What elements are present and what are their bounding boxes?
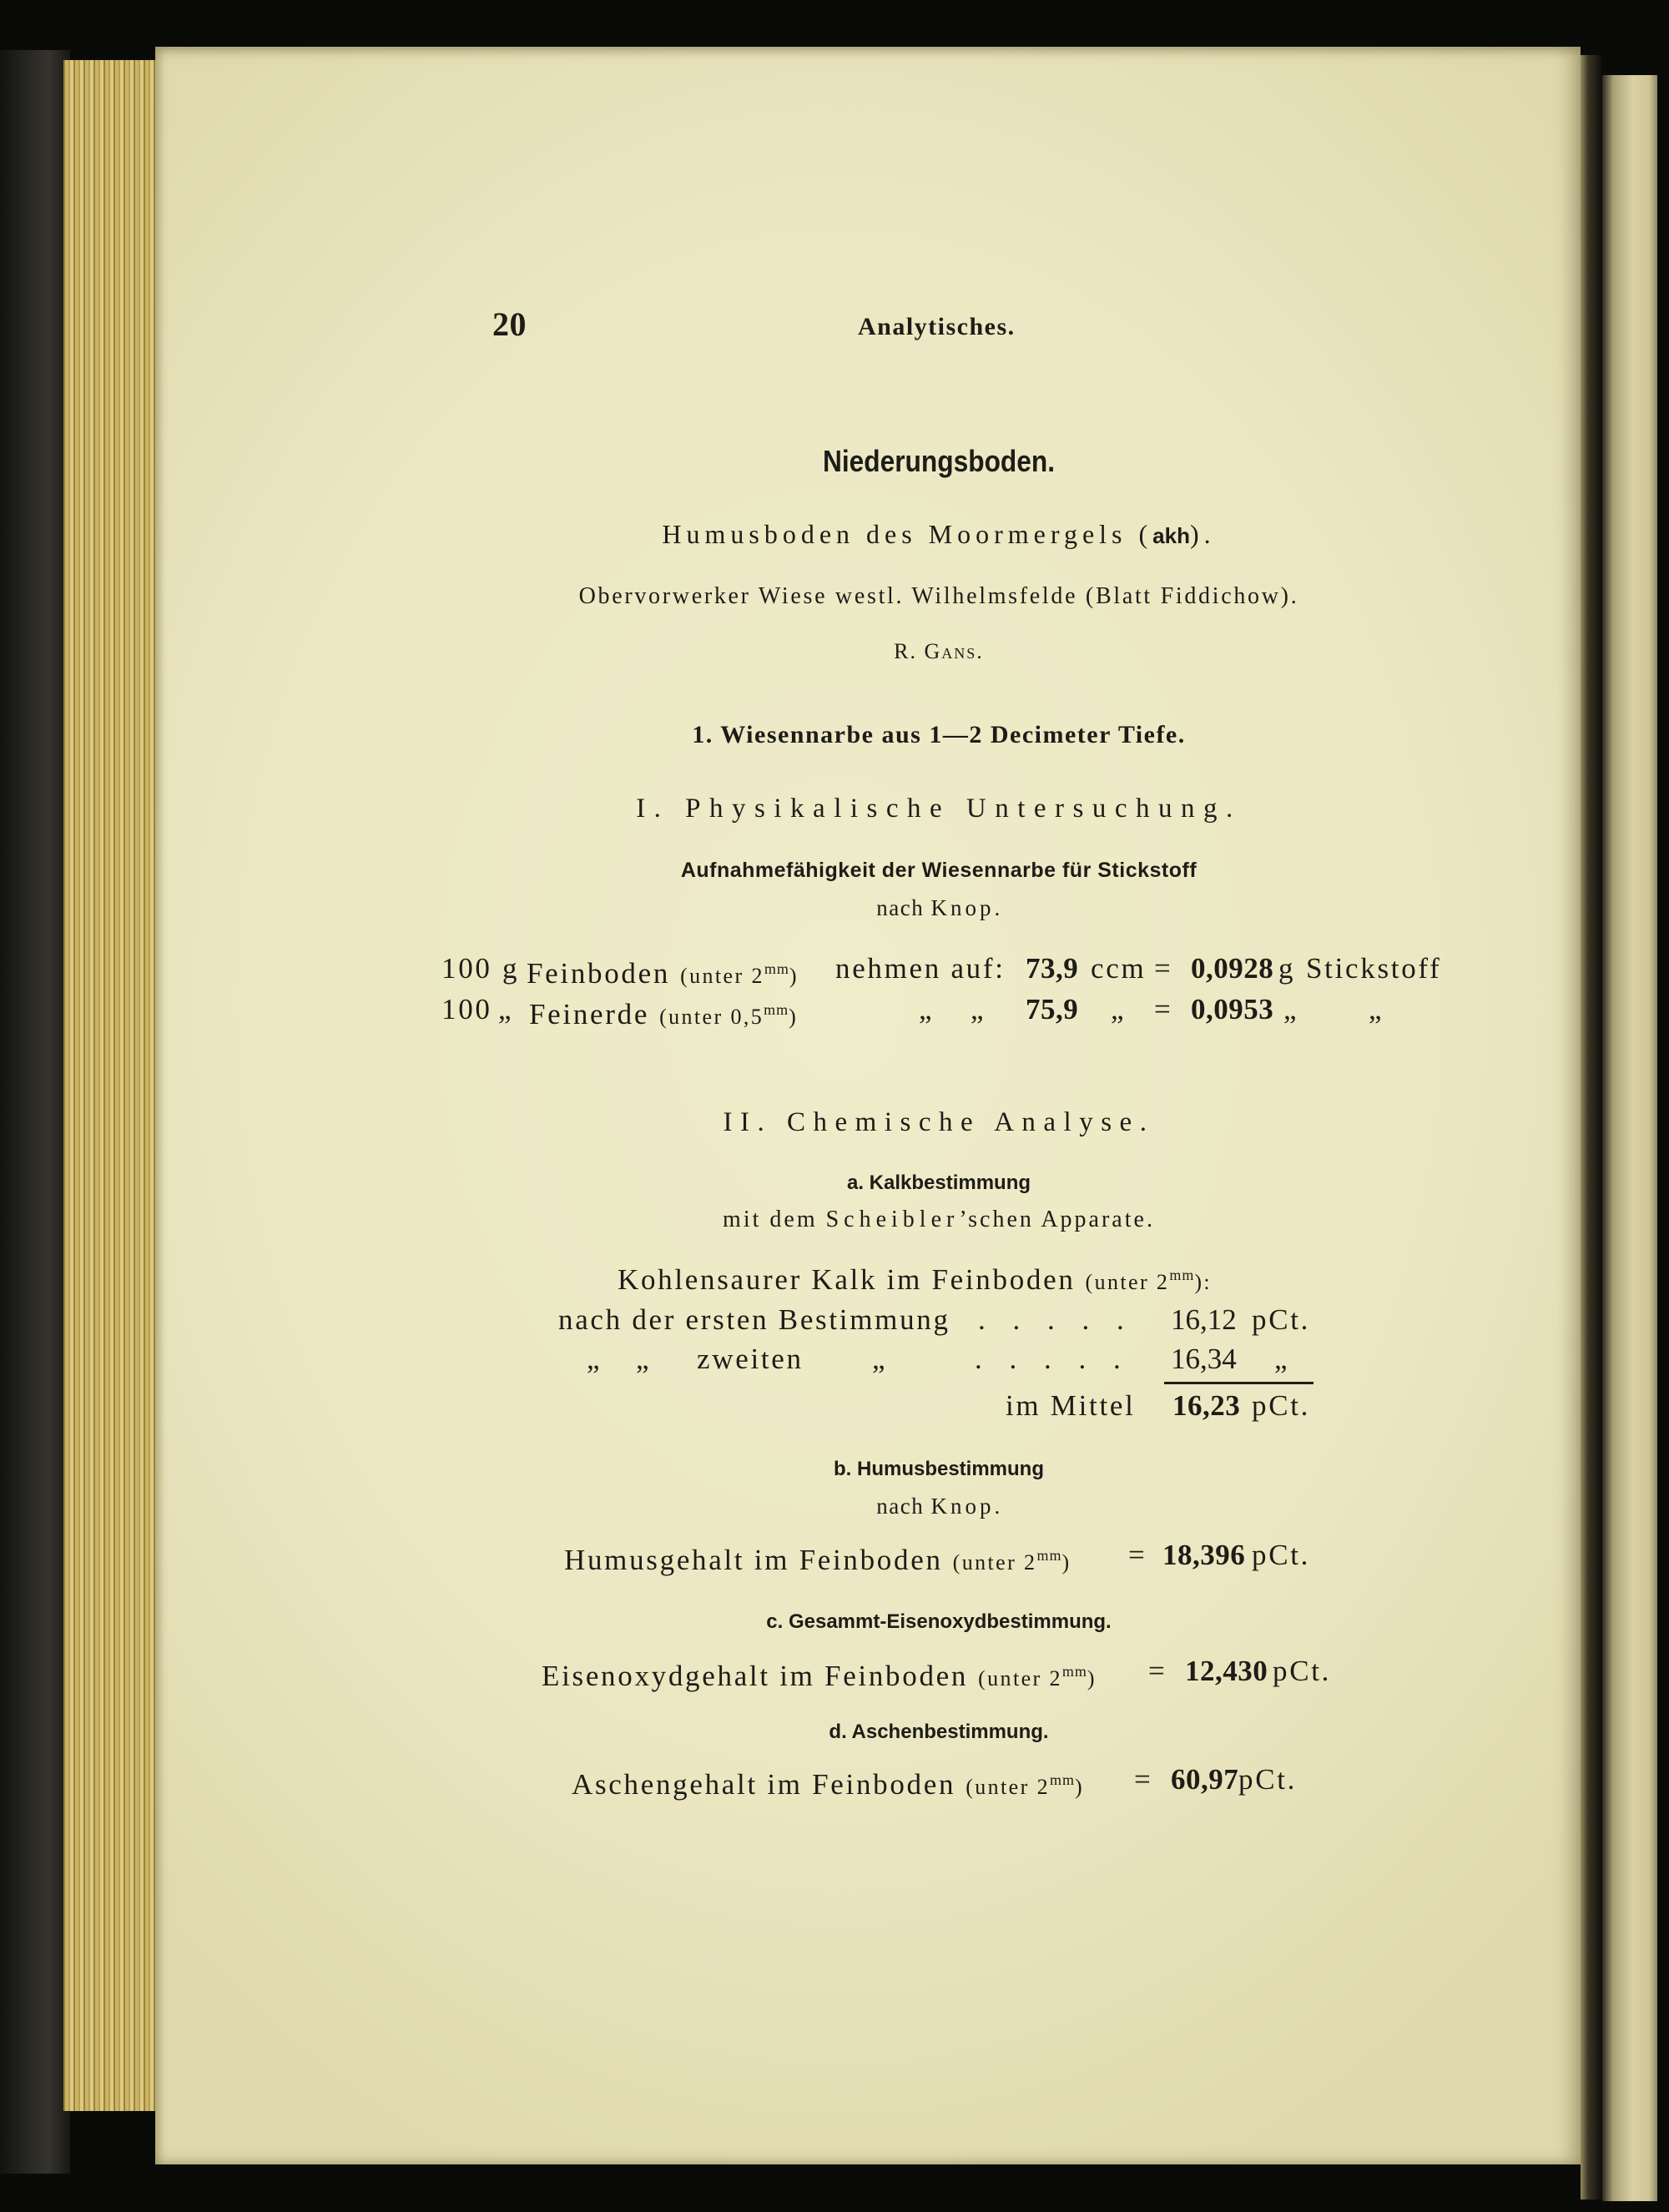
result-value: 18,396 — [1162, 1539, 1246, 1571]
physical-subheading: Aufnahmefähigkeit der Wiesennarbe für Stickstoff — [680, 859, 1198, 882]
ash-title: d. Aschenbestimmung. — [829, 1721, 1049, 1743]
humus-result — [0, 1535, 1669, 1575]
row-material: Feinboden — [527, 957, 671, 990]
result-equals: = — [1134, 1763, 1153, 1796]
condition-sup: mm — [764, 1001, 789, 1018]
row-value: 0,0953 — [1191, 993, 1274, 1025]
result-condition — [952, 1547, 1071, 1575]
row-value-unit: g — [1278, 952, 1296, 985]
condition-close: ) — [1075, 1775, 1085, 1799]
condition-open: (unter 2 — [1085, 1270, 1170, 1294]
soil-type — [441, 514, 1436, 554]
row-volume-unit: ccm — [1091, 952, 1147, 985]
section-title-text: Niederungsboden. — [822, 444, 1056, 478]
sum-rule — [1164, 1382, 1314, 1384]
result-unit: pCt. — [1273, 1655, 1332, 1687]
method-prefix: nach — [876, 1494, 931, 1519]
sample-heading: 1. Wiesennarbe aus 1—2 Decimeter Tiefe. — [692, 721, 1186, 748]
result-equals: = — [1128, 1539, 1147, 1571]
soil-type-close: ). — [1189, 519, 1216, 549]
row-verb-ditto: „ — [919, 993, 935, 1025]
method-suffix: . — [994, 895, 1001, 920]
method-prefix: mit dem — [723, 1207, 826, 1232]
row-verb-ditto: „ — [971, 993, 986, 1025]
method-name: Scheibler — [825, 1207, 960, 1232]
lime-intro-group — [618, 1255, 1212, 1303]
row-unit: g — [502, 952, 520, 985]
row-volume: 75,9 — [1026, 993, 1079, 1025]
dot-leader: . . . . . — [978, 1303, 1134, 1336]
ditto-mark: „ — [636, 1343, 652, 1375]
condition-sup: mm — [1036, 1547, 1062, 1564]
iron-result — [0, 1651, 1669, 1691]
result-label-group — [572, 1760, 1084, 1807]
row-condition — [680, 960, 799, 988]
condition-close: ): — [1194, 1270, 1213, 1294]
measurement-label: zweiten — [697, 1343, 804, 1375]
lime-intro-condition — [1085, 1267, 1213, 1294]
page-edges — [63, 60, 160, 2111]
row-verb: nehmen auf: — [835, 952, 1006, 985]
lime-mean — [0, 1386, 1669, 1426]
humus-title: b. Humusbestimmung — [833, 1458, 1044, 1480]
result-unit: pCt. — [1238, 1763, 1298, 1796]
lime-first-measurement — [0, 1300, 1669, 1340]
result-label: Eisenoxydgehalt im Feinboden — [542, 1660, 969, 1692]
method-prefix: nach — [876, 895, 931, 920]
row-quantity: 100 — [441, 952, 492, 985]
row-material: Feinerde — [529, 998, 650, 1030]
author: R. Gans. — [894, 639, 984, 663]
condition-sup: mm — [764, 960, 789, 977]
humus-method — [441, 1486, 1436, 1526]
physical-heading: I. Physikalische Untersuchung. — [636, 794, 1242, 824]
measurement-label: nach der ersten Bestimmung — [558, 1303, 950, 1336]
condition-open: (unter 0,5 — [659, 1005, 764, 1029]
result-label: Humusgehalt im Feinboden — [564, 1544, 943, 1576]
measurement-value: 16,12 — [1171, 1303, 1237, 1336]
measurement-value: 16,34 — [1171, 1343, 1237, 1375]
row-substance: Stickstoff — [1306, 952, 1442, 985]
lime-intro-label: Kohlensaurer Kalk im Feinboden — [618, 1263, 1076, 1296]
row-value-unit: „ — [1283, 993, 1299, 1025]
ditto-mark: „ — [587, 1343, 603, 1375]
absorption-row-2 — [0, 990, 1669, 1030]
ash-result — [0, 1760, 1669, 1800]
condition-close: ) — [789, 1005, 799, 1029]
row-condition — [659, 1001, 799, 1029]
method-name: Knop — [930, 895, 995, 920]
row-value: 0,0928 — [1191, 952, 1274, 985]
row-quantity: 100 — [441, 993, 492, 1025]
physical-method — [441, 888, 1436, 928]
row-volume: 73,9 — [1026, 952, 1079, 985]
result-value: 60,97 — [1171, 1763, 1239, 1796]
result-equals: = — [1148, 1655, 1167, 1687]
condition-open: (unter 2 — [966, 1775, 1050, 1799]
location: Obervorwerker Wiese westl. Wilhelmsfelde (Blatt Fiddichow). — [578, 583, 1299, 609]
condition-close: ) — [1061, 1550, 1071, 1575]
row-volume-unit: „ — [1111, 993, 1127, 1025]
lime-title: a. Kalkbestimmung — [846, 1172, 1031, 1194]
measurement-unit: pCt. — [1252, 1303, 1311, 1336]
result-label-group — [542, 1651, 1097, 1699]
result-condition — [978, 1663, 1097, 1690]
ditto-mark: „ — [872, 1343, 888, 1375]
result-label-group — [564, 1535, 1071, 1583]
result-value: 12,430 — [1185, 1655, 1268, 1687]
method-suffix: ’schen Apparate. — [959, 1207, 1155, 1232]
row-equals: = — [1154, 993, 1173, 1025]
running-header — [0, 302, 1669, 347]
running-title: Analytisches. — [858, 313, 1016, 340]
mean-value: 16,23 — [1172, 1389, 1241, 1422]
section-title — [441, 439, 1436, 484]
mean-label: im Mittel — [1006, 1389, 1136, 1422]
dot-leader: . . . . . — [975, 1343, 1131, 1375]
iron-title: c. Gesammt-Eisenoxydbestimmung. — [766, 1610, 1112, 1633]
mean-unit: pCt. — [1252, 1389, 1311, 1422]
condition-close: ) — [789, 964, 799, 988]
soil-type-name: Humusboden des Moormergels ( — [662, 519, 1153, 549]
method-name: Knop — [930, 1494, 995, 1519]
condition-close: ) — [1087, 1666, 1097, 1690]
measurement-unit: „ — [1274, 1343, 1290, 1375]
lime-second-measurement — [0, 1339, 1669, 1379]
lime-intro — [0, 1255, 1669, 1295]
condition-open: (unter 2 — [978, 1666, 1062, 1690]
book-gutter — [1581, 55, 1602, 2199]
condition-sup: mm — [1061, 1663, 1087, 1680]
lime-method — [441, 1200, 1436, 1240]
result-condition — [966, 1771, 1085, 1799]
method-suffix: . — [994, 1494, 1001, 1519]
facing-page-edge — [1602, 75, 1657, 2201]
result-unit: pCt. — [1252, 1539, 1311, 1571]
condition-open: (unter 2 — [952, 1550, 1037, 1575]
condition-sup: mm — [1169, 1267, 1195, 1283]
chemical-heading: II. Chemische Analyse. — [723, 1107, 1155, 1137]
condition-open: (unter 2 — [680, 964, 764, 988]
condition-sup: mm — [1049, 1771, 1075, 1788]
page-number: 20 — [492, 305, 527, 343]
result-label: Aschengehalt im Feinboden — [572, 1768, 956, 1801]
row-unit: „ — [498, 993, 514, 1025]
absorption-row-1 — [0, 949, 1669, 989]
book-cover — [0, 50, 70, 2174]
row-material-group — [529, 990, 798, 1037]
row-substance: „ — [1369, 993, 1384, 1025]
row-equals: = — [1154, 952, 1173, 985]
soil-symbol: akh — [1152, 523, 1190, 548]
